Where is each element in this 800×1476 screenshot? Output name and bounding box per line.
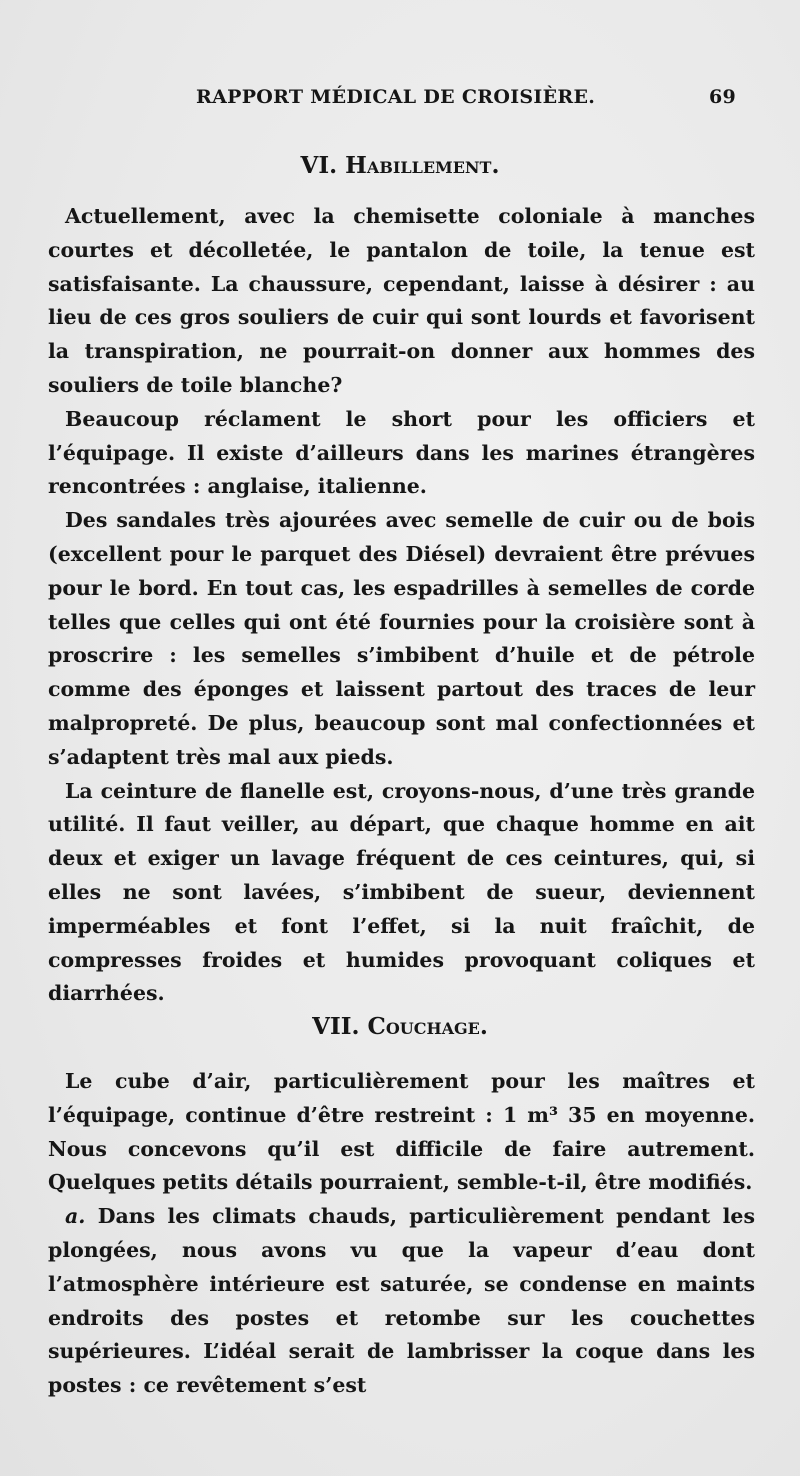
enumeration-label: a.	[65, 1204, 86, 1229]
section-title: Habillement.	[345, 152, 500, 179]
enumerated-paragraph	[48, 1200, 755, 1403]
section-number: VII.	[312, 1013, 360, 1040]
section-heading-couchage	[0, 1013, 800, 1040]
running-header	[196, 86, 736, 116]
paragraph: Des sandales très ajourées avec semelle de cuir ou de bois (excellent pour le parquet des Diésel) devraient être prévues pour le bord. En tout cas, les espadrilles à semelles de corde telles que celles qui ont été fournies pour la croisière sont à proscrire : les semelles s’imbibent d’huile et de pétrole comme des éponges et laissent partout des traces de leur malpropreté. De plus, beaucoup sont mal confectionnées et s’adaptent très mal aux pieds.	[48, 508, 755, 769]
page-number: 69	[708, 86, 736, 108]
section-heading-habillement	[0, 152, 800, 179]
paragraph: Actuellement, avec la chemisette coloniale à manches courtes et décolletée, le pantalon de toile, la tenue est satisfaisante. La chaussure, cependant, laisse à désirer : au lieu de ces gros souliers de cuir qui sont lourds et favorisent la transpiration, ne pourrait-on donner aux hommes des souliers de toile blanche?	[48, 204, 755, 397]
section-title: Couchage.	[367, 1013, 488, 1040]
section-body-habillement	[48, 200, 755, 1011]
paragraph: La ceinture de flanelle est, croyons-nous, d’une très grande utilité. Il faut veiller, au départ, que chaque homme en ait deux et exiger un lavage fréquent de ces ceintures, qui, si elles ne sont lavées, s’imbibent de sueur, deviennent imperméables et font l’effet, si la nuit fraîchit, de compresses froides et humides provoquant coliques et diarrhées.	[48, 778, 755, 1006]
section-number: VI.	[300, 152, 338, 179]
running-title: RAPPORT MÉDICAL DE CROISIÈRE.	[196, 86, 596, 108]
paragraph: Le cube d’air, particulièrement pour les maîtres et l’équipage, continue d’être restreint : 1 m³ 35 en moyenne. Nous concevons qu’il est difficile de faire autrement. Quelques petits détails pourraient, semble-t-il, être modifiés.	[48, 1069, 755, 1195]
paragraph: Beaucoup réclament le short pour les officiers et l’équipage. Il existe d’ailleurs dans les marines étrangères rencontrées : anglaise, italienne.	[48, 406, 755, 499]
section-body-couchage	[48, 1065, 755, 1403]
enumeration-text: Dans les climats chauds, particulièrement pendant les plongées, nous avons vu que la vapeur d’eau dont l’atmosphère intérieure est saturée, se condense en maints endroits des postes et retombe sur les couchettes supérieures. L’idéal serait de lambrisser la coque dans les postes : ce revêtement s’est	[48, 1204, 755, 1398]
